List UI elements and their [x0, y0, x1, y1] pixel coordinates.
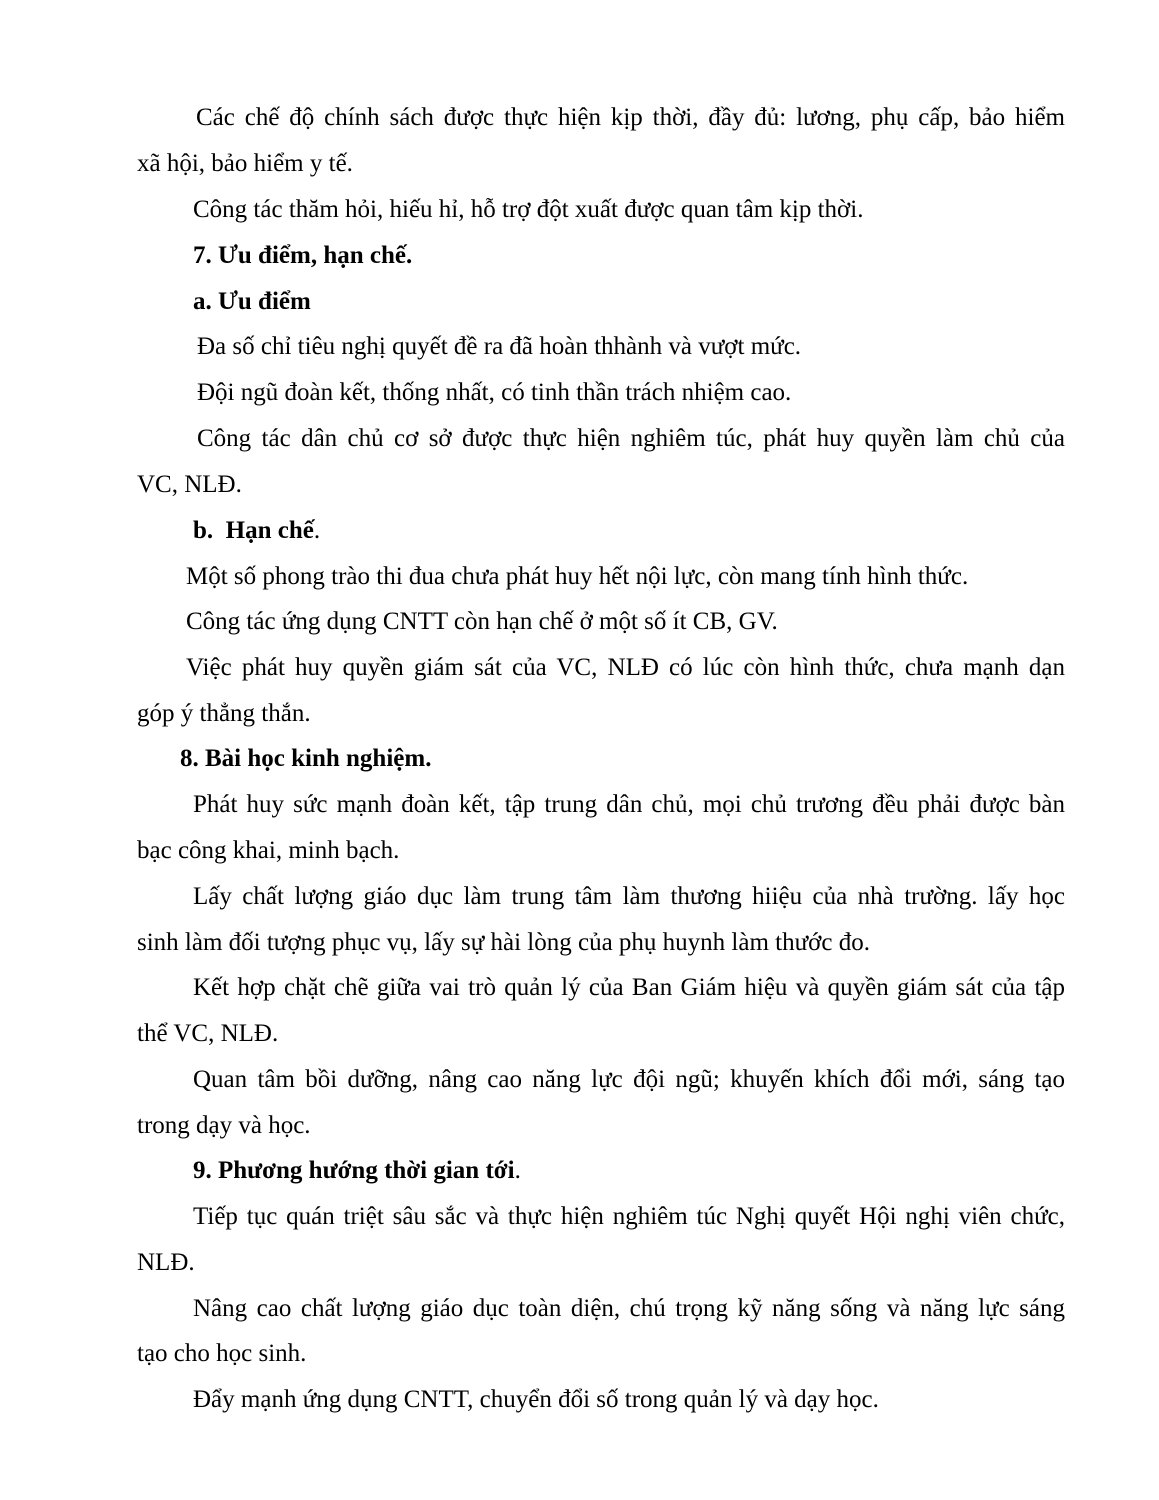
paragraph-line: Lấy chất lượng giáo dục làm trung tâm làm thương hiiệu của nhà trường. lấy học: [193, 883, 1065, 910]
paragraph-line: Quan tâm bồi dưỡng, nâng cao năng lực đội ngũ; khuyến khích đổi mới, sáng tạo: [193, 1066, 1065, 1093]
paragraph-line: sinh làm đối tượng phục vụ, lấy sự hài lòng của phụ huynh làm thước đo.: [137, 929, 870, 956]
paragraph-line: Tiếp tục quán triệt sâu sắc và thực hiện nghiêm túc Nghị quyết Hội nghị viên chức,: [193, 1203, 1065, 1230]
subsection-heading-text: b. Hạn chế: [193, 517, 314, 544]
paragraph-line: Công tác dân chủ cơ sở được thực hiện nghiêm túc, phát huy quyền làm chủ của: [197, 425, 1065, 452]
subsection-heading: a. Ưu điểm: [193, 288, 311, 315]
section-heading: 8. Bài học kinh nghiệm.: [180, 745, 432, 772]
paragraph-line: Việc phát huy quyền giám sát của VC, NLĐ có lúc còn hình thức, chưa mạnh dạn: [186, 654, 1065, 681]
paragraph-line: bạc công khai, minh bạch.: [137, 837, 400, 864]
paragraph-line: Các chế độ chính sách được thực hiện kịp thời, đầy đủ: lương, phụ cấp, bảo hiểm: [196, 104, 1065, 131]
paragraph-line: góp ý thẳng thắn.: [137, 700, 311, 727]
paragraph-line: trong dạy và học.: [137, 1112, 311, 1139]
paragraph-line: Nâng cao chất lượng giáo dục toàn diện, chú trọng kỹ năng sống và năng lực sáng: [193, 1295, 1065, 1322]
paragraph-line: xã hội, bảo hiểm y tế.: [137, 150, 353, 177]
paragraph-line: Công tác ứng dụng CNTT còn hạn chế ở một số ít CB, GV.: [186, 608, 778, 635]
paragraph-line: Công tác thăm hỏi, hiếu hỉ, hỗ trợ đột xuất được quan tâm kịp thời.: [193, 196, 864, 223]
section-heading: 7. Ưu điểm, hạn chế.: [193, 242, 413, 269]
section-heading: [193, 1154, 521, 1188]
paragraph-line: Đẩy mạnh ứng dụng CNTT, chuyển đổi số trong quản lý và dạy học.: [193, 1386, 879, 1413]
section-heading-text: 9. Phương hướng thời gian tới: [193, 1157, 515, 1184]
paragraph-line: VC, NLĐ.: [137, 471, 242, 498]
paragraph-line: tạo cho học sinh.: [137, 1340, 307, 1367]
subsection-heading: [193, 514, 320, 548]
paragraph-line: thể VC, NLĐ.: [137, 1020, 279, 1047]
heading-trail: .: [313, 517, 321, 544]
paragraph-line: Phát huy sức mạnh đoàn kết, tập trung dân chủ, mọi chủ trương đều phải được bàn: [193, 791, 1065, 818]
paragraph-line: Kết hợp chặt chẽ giữa vai trò quản lý của Ban Giám hiệu và quyền giám sát của tập: [193, 974, 1065, 1001]
paragraph-line: NLĐ.: [137, 1249, 195, 1276]
paragraph-line: Đa số chỉ tiêu nghị quyết đề ra đã hoàn thhành và vượt mức.: [197, 333, 802, 360]
heading-trail: .: [514, 1157, 521, 1184]
paragraph-line: Đội ngũ đoàn kết, thống nhất, có tinh thần trách nhiệm cao.: [197, 379, 792, 406]
paragraph-line: Một số phong trào thi đua chưa phát huy hết nội lực, còn mang tính hình thức.: [186, 563, 969, 590]
